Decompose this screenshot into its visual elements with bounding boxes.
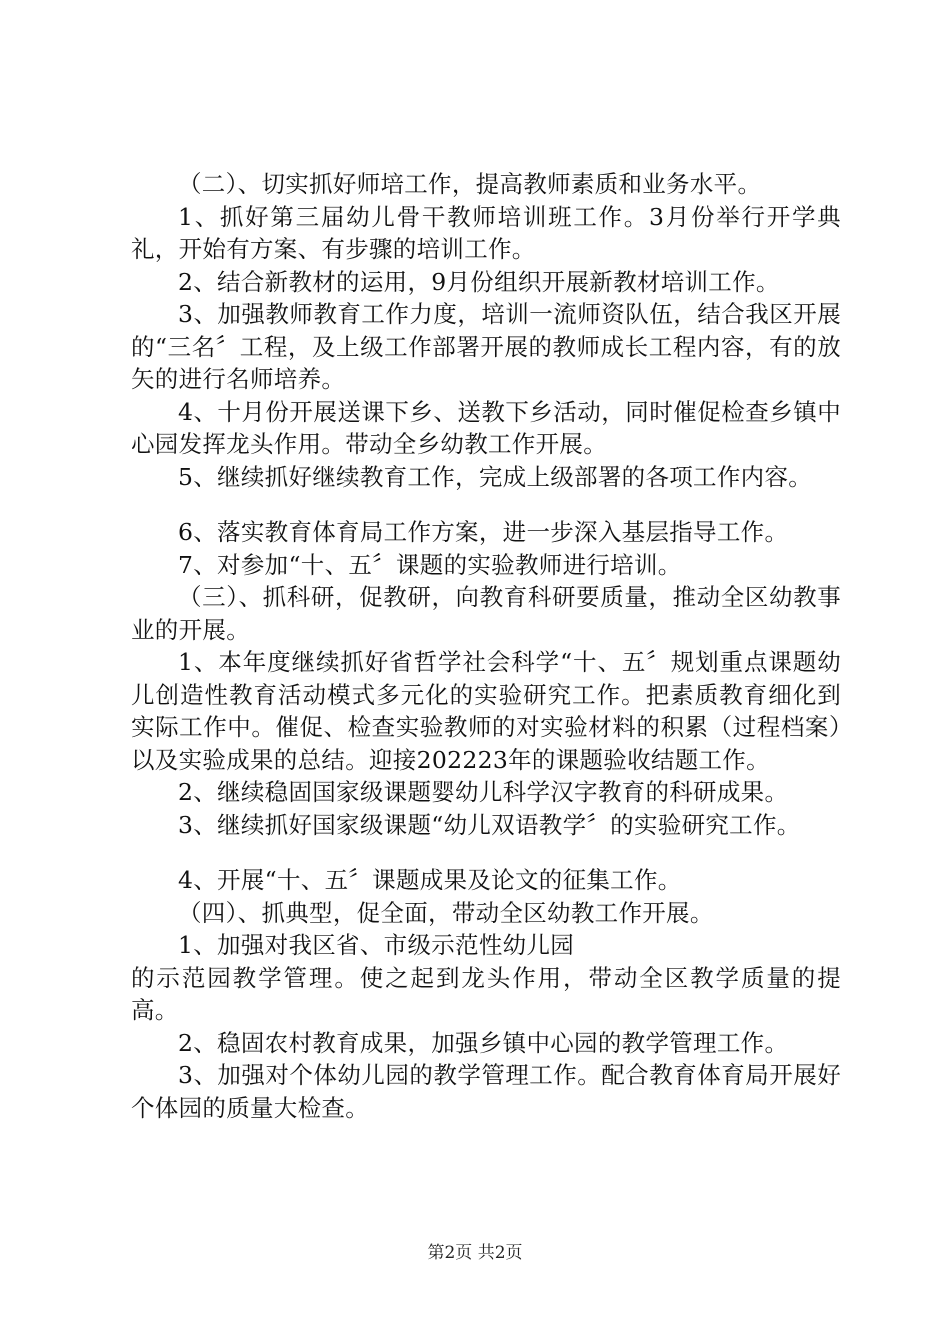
paragraph: 1、抓好第三届幼儿骨干教师培训班工作。3月份举行开学典礼，开始有方案、有步骤的培训工作。 bbox=[131, 202, 841, 263]
paragraph: 2、稳固农村教育成果，加强乡镇中心园的教学管理工作。 bbox=[178, 1028, 789, 1057]
paragraph: 4、开展“十、五〞课题成果及论文的征集工作。 bbox=[178, 866, 682, 894]
paragraph: 6、落实教育体育局工作方案，进一步深入基层指导工作。 bbox=[178, 518, 789, 546]
paragraph: 2、结合新教材的运用，9月份组织开展新教材培训工作。 bbox=[178, 267, 780, 296]
paragraph: 3、加强教师教育工作力度，培训一流师资队伍，结合我区开展的“三名〞工程，及上级工作部署开展的教师成长工程内容，有的放矢的进行名师培养。 bbox=[131, 300, 841, 393]
page-number-footer: 第2页 共2页 bbox=[427, 1243, 523, 1263]
paragraph: 1、本年度继续抓好省哲学社会科学“十、五〞规划重点课题幼儿创造性教育活动模式多元化的实验研究工作。把素质教育细化到实际工作中。催促、检查实验教师的对实验材料的积累（过程档案）以及实验成果的总结。迎接202223年的课题验收结题工作。 bbox=[131, 648, 841, 774]
paragraph-continuation: 的示范园教学管理。使之起到龙头作用，带动全区教学质量的提高。 bbox=[131, 963, 841, 1024]
paragraph: 5、继续抓好继续教育工作，完成上级部署的各项工作内容。 bbox=[178, 462, 813, 491]
paragraph: 7、对参加“十、五〞课题的实验教师进行培训。 bbox=[178, 550, 682, 579]
paragraph-gap bbox=[131, 841, 841, 864]
paragraph: 1、加强对我区省、市级示范性幼儿园 bbox=[178, 931, 575, 959]
paragraph-gap bbox=[131, 493, 841, 516]
section-heading-3: （三）、抓科研，促教研，向教育科研要质量，推动全区幼教事业的开展。 bbox=[131, 583, 841, 644]
paragraph: 3、加强对个体幼儿园的教学管理工作。配合教育体育局开展好个体园的质量大检查。 bbox=[131, 1061, 841, 1122]
section-heading-4: （四）、抓典型，促全面，带动全区幼教工作开展。 bbox=[178, 898, 714, 927]
document-body bbox=[131, 168, 841, 1124]
section-heading-2: （二）、切实抓好师培工作，提高教师素质和业务水平。 bbox=[178, 170, 762, 198]
paragraph: 3、继续抓好国家级课题“幼儿双语教学〞的实验研究工作。 bbox=[178, 810, 801, 839]
paragraph: 4、十月份开展送课下乡、送教下乡活动，同时催促检查乡镇中心园发挥龙头作用。带动全乡幼教工作开展。 bbox=[131, 397, 841, 458]
paragraph: 2、继续稳固国家级课题婴幼儿科学汉字教育的科研成果。 bbox=[178, 778, 789, 806]
